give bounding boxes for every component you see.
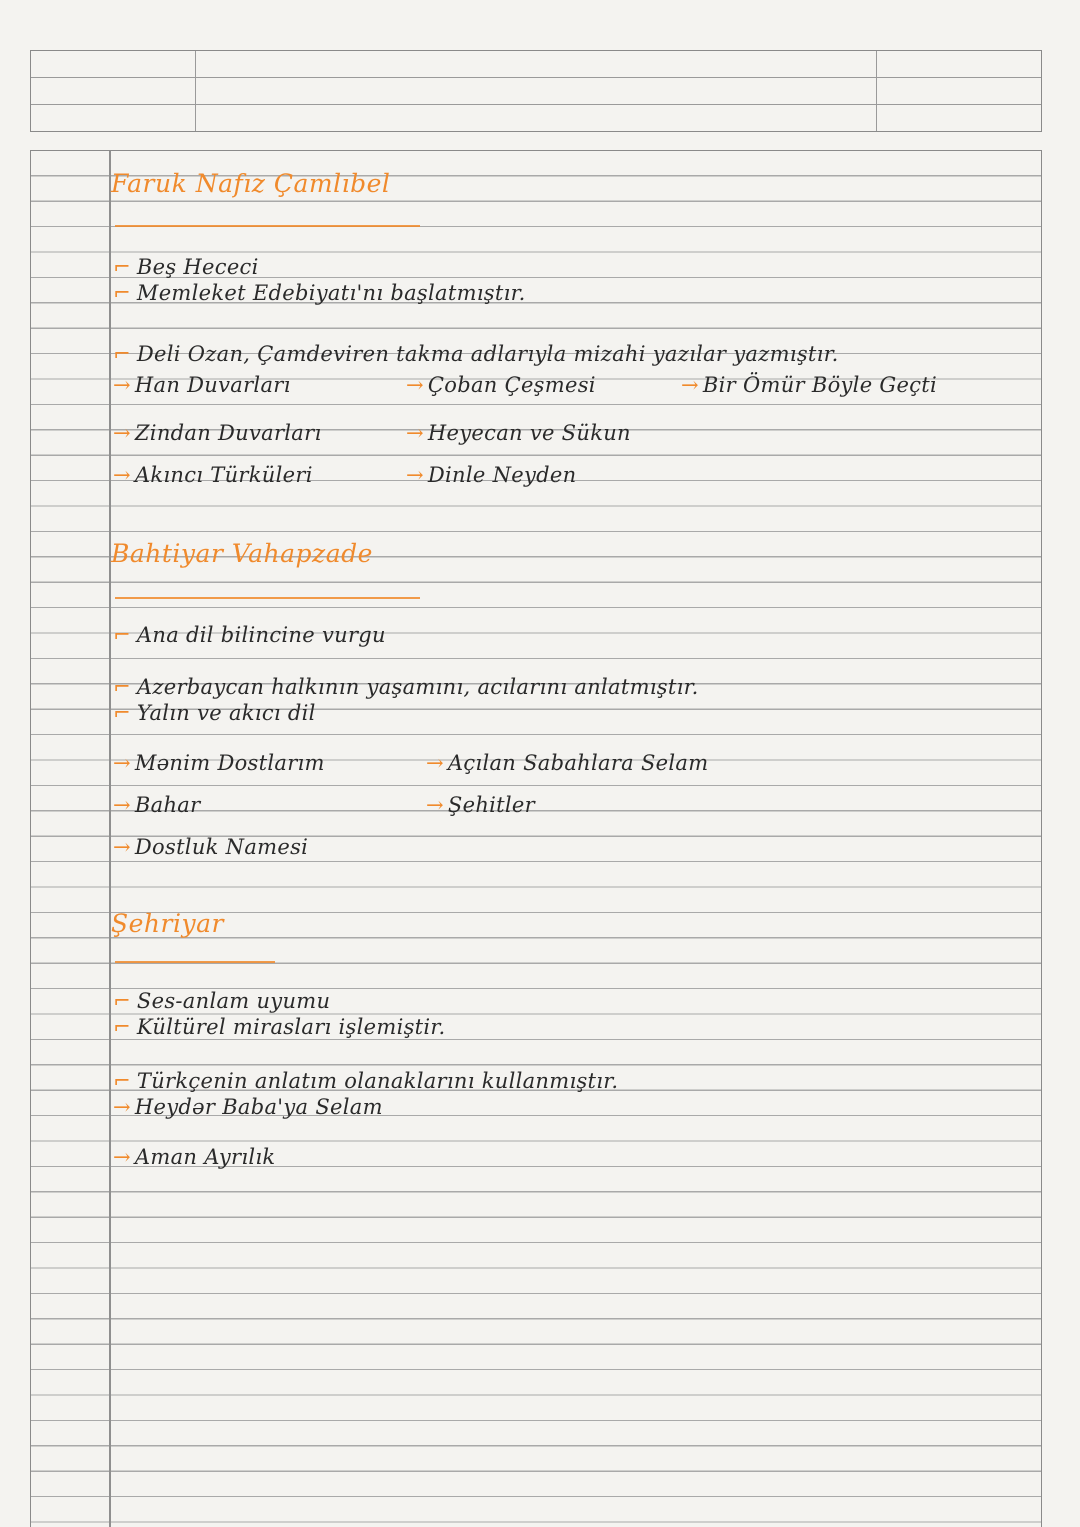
arrow-icon: → — [113, 421, 131, 445]
point-item: ⌐ Kültürel mirasları işlemiştir. — [113, 1015, 446, 1039]
arrow-icon: → — [426, 751, 444, 775]
arrow-icon: → — [406, 421, 424, 445]
point-item: ⌐ Azerbaycan halkının yaşamını, acılarını anlatmıştır. — [113, 675, 699, 699]
bullet-icon: ⌐ — [113, 989, 131, 1013]
title-underline — [115, 225, 420, 227]
work-item: → Heyecan ve Sükun — [406, 421, 631, 445]
header-rule — [31, 104, 1041, 105]
bullet-icon: ⌐ — [113, 281, 131, 305]
bullet-icon: ⌐ — [113, 1015, 131, 1039]
work-item: → Çoban Çeşmesi — [406, 373, 596, 397]
point-item: ⌐ Türkçenin anlatım olanaklarını kullanmıştır. — [113, 1069, 619, 1093]
work-item: → Heydər Baba'ya Selam — [113, 1095, 383, 1119]
point-item: ⌐ Ses-anlam uyumu — [113, 989, 331, 1013]
work-item: → Dinle Neyden — [406, 463, 577, 487]
work-item: → Akıncı Türküleri — [113, 463, 313, 487]
point-item: ⌐ Memleket Edebiyatı'nı başlatmıştır. — [113, 281, 526, 305]
header-rule — [31, 77, 1041, 78]
notebook-page — [30, 150, 1042, 1527]
bullet-icon: ⌐ — [113, 342, 131, 366]
arrow-icon: → — [406, 373, 424, 397]
bullet-icon: ⌐ — [113, 701, 131, 725]
work-item: → Dostluk Namesi — [113, 835, 309, 859]
header-table — [30, 50, 1042, 132]
arrow-icon: → — [113, 373, 131, 397]
bullet-icon: ⌐ — [113, 255, 131, 279]
work-item: → Açılan Sabahlara Selam — [426, 751, 709, 775]
title-underline — [115, 597, 420, 599]
point-item: ⌐ Ana dil bilincine vurgu — [113, 623, 386, 647]
bullet-icon: ⌐ — [113, 623, 131, 647]
arrow-icon: → — [113, 463, 131, 487]
work-item: → Zindan Duvarları — [113, 421, 322, 445]
point-item: ⌐ Yalın ve akıcı dil — [113, 701, 316, 725]
arrow-icon: → — [681, 373, 699, 397]
bullet-icon: ⌐ — [113, 1069, 131, 1093]
handwritten-notes — [31, 151, 1041, 1527]
arrow-icon: → — [113, 1145, 131, 1169]
arrow-icon: → — [113, 835, 131, 859]
work-item: → Bahar — [113, 793, 201, 817]
arrow-icon: → — [113, 751, 131, 775]
point-item: ⌐ Deli Ozan, Çamdeviren takma adlarıyla mizahi yazılar yazmıştır. — [113, 342, 839, 366]
work-item: → Mənim Dostlarım — [113, 751, 325, 775]
arrow-icon: → — [406, 463, 424, 487]
work-item: → Aman Ayrılık — [113, 1145, 276, 1169]
header-divider — [876, 51, 877, 131]
work-item: → Han Duvarları — [113, 373, 291, 397]
arrow-icon: → — [113, 1095, 131, 1119]
point-item: ⌐ Beş Hececi — [113, 255, 259, 279]
arrow-icon: → — [113, 793, 131, 817]
section-title: Faruk Nafız Çamlıbel — [111, 169, 391, 198]
title-underline — [115, 961, 275, 963]
bullet-icon: ⌐ — [113, 675, 131, 699]
header-divider — [195, 51, 196, 131]
work-item: → Bir Ömür Böyle Geçti — [681, 373, 938, 397]
arrow-icon: → — [426, 793, 444, 817]
section-title: Şehriyar — [111, 909, 224, 938]
work-item: → Şehitler — [426, 793, 535, 817]
section-title: Bahtiyar Vahapzade — [111, 539, 373, 568]
